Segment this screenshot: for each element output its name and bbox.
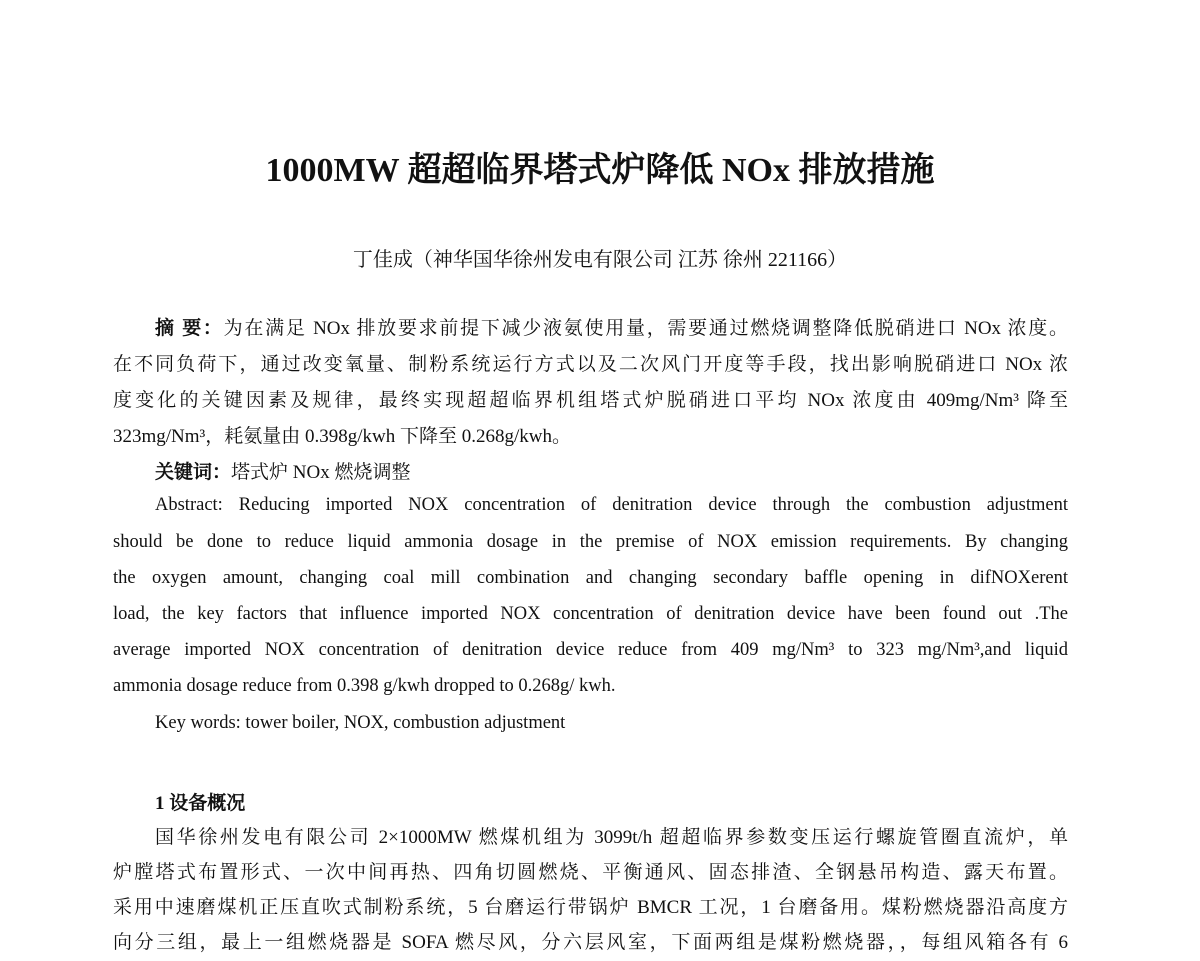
body-line: 采用中速磨煤机正压直吹式制粉系统，5 台磨运行带锅炉 BMCR 工况，1 台磨备用。煤粉燃烧器沿高度方 — [113, 897, 1068, 918]
abstract-cn-line: 在不同负荷下，通过改变氧量、制粉系统运行方式以及二次风门开度等手段，找出影响脱硝进口 NOx 浓 — [113, 354, 1068, 375]
keywords-cn: 关键词：塔式炉 NOx 燃烧调整 — [155, 462, 411, 483]
author-affiliation: 丁佳成（神华国华徐州发电有限公司 江苏 徐州 221166） — [352, 249, 848, 271]
abstract-en-line: ammonia dosage reduce from 0.398 g/kwh dropped to 0.268g/ kwh. — [113, 676, 616, 696]
abstract-en-line: load, the key factors that influence imported NOX concentration of denitration device have been found out .The — [113, 604, 1068, 624]
paper-title: 1000MW 超超临界塔式炉降低 NOx 排放措施 — [265, 152, 935, 189]
body-line: 炉膛塔式布置形式、一次中间再热、四角切圆燃烧、平衡通风、固态排渣、全钢悬吊构造、露天布置。 — [113, 862, 1068, 883]
abstract-label: 摘 要： — [155, 318, 224, 339]
body-line: 向分三组，最上一组燃烧器是 SOFA 燃尽风，分六层风室，下面两组是煤粉燃烧器，，每组风箱各有 6 — [113, 932, 1068, 953]
section-heading: 1 设备概况 — [155, 793, 246, 814]
abstract-en-line: Abstract: Reducing imported NOX concentration of denitration device through the combustion adjustment — [155, 495, 1068, 515]
abstract-en-line: average imported NOX concentration of denitration device reduce from 409 mg/Nm³ to 323 mg/Nm³,and liquid — [113, 640, 1068, 660]
keywords-en: Key words: tower boiler, NOX, combustion adjustment — [155, 713, 566, 733]
abstract-en-line: the oxygen amount, changing coal mill combination and changing secondary baffle opening in difNOXerent — [113, 568, 1068, 588]
body-line: 国华徐州发电有限公司 2×1000MW 燃煤机组为 3099t/h 超超临界参数变压运行螺旋管圈直流炉，单 — [155, 827, 1068, 848]
abstract-cn-line: 度变化的关键因素及规律，最终实现超超临界机组塔式炉脱硝进口平均 NOx 浓度由 409mg/Nm³ 降至 — [113, 390, 1068, 411]
abstract-cn-line: 323mg/Nm³，耗氨量由 0.398g/kwh 下降至 0.268g/kwh。 — [113, 426, 572, 447]
keywords-label: 关键词： — [155, 462, 232, 483]
abstract-cn-line: 摘 要：为在满足 NOx 排放要求前提下减少液氨使用量，需要通过燃烧调整降低脱硝进口 NOx 浓度。 — [155, 318, 1068, 339]
abstract-en-line: should be done to reduce liquid ammonia dosage in the premise of NOX emission requirements. By changing — [113, 532, 1068, 552]
